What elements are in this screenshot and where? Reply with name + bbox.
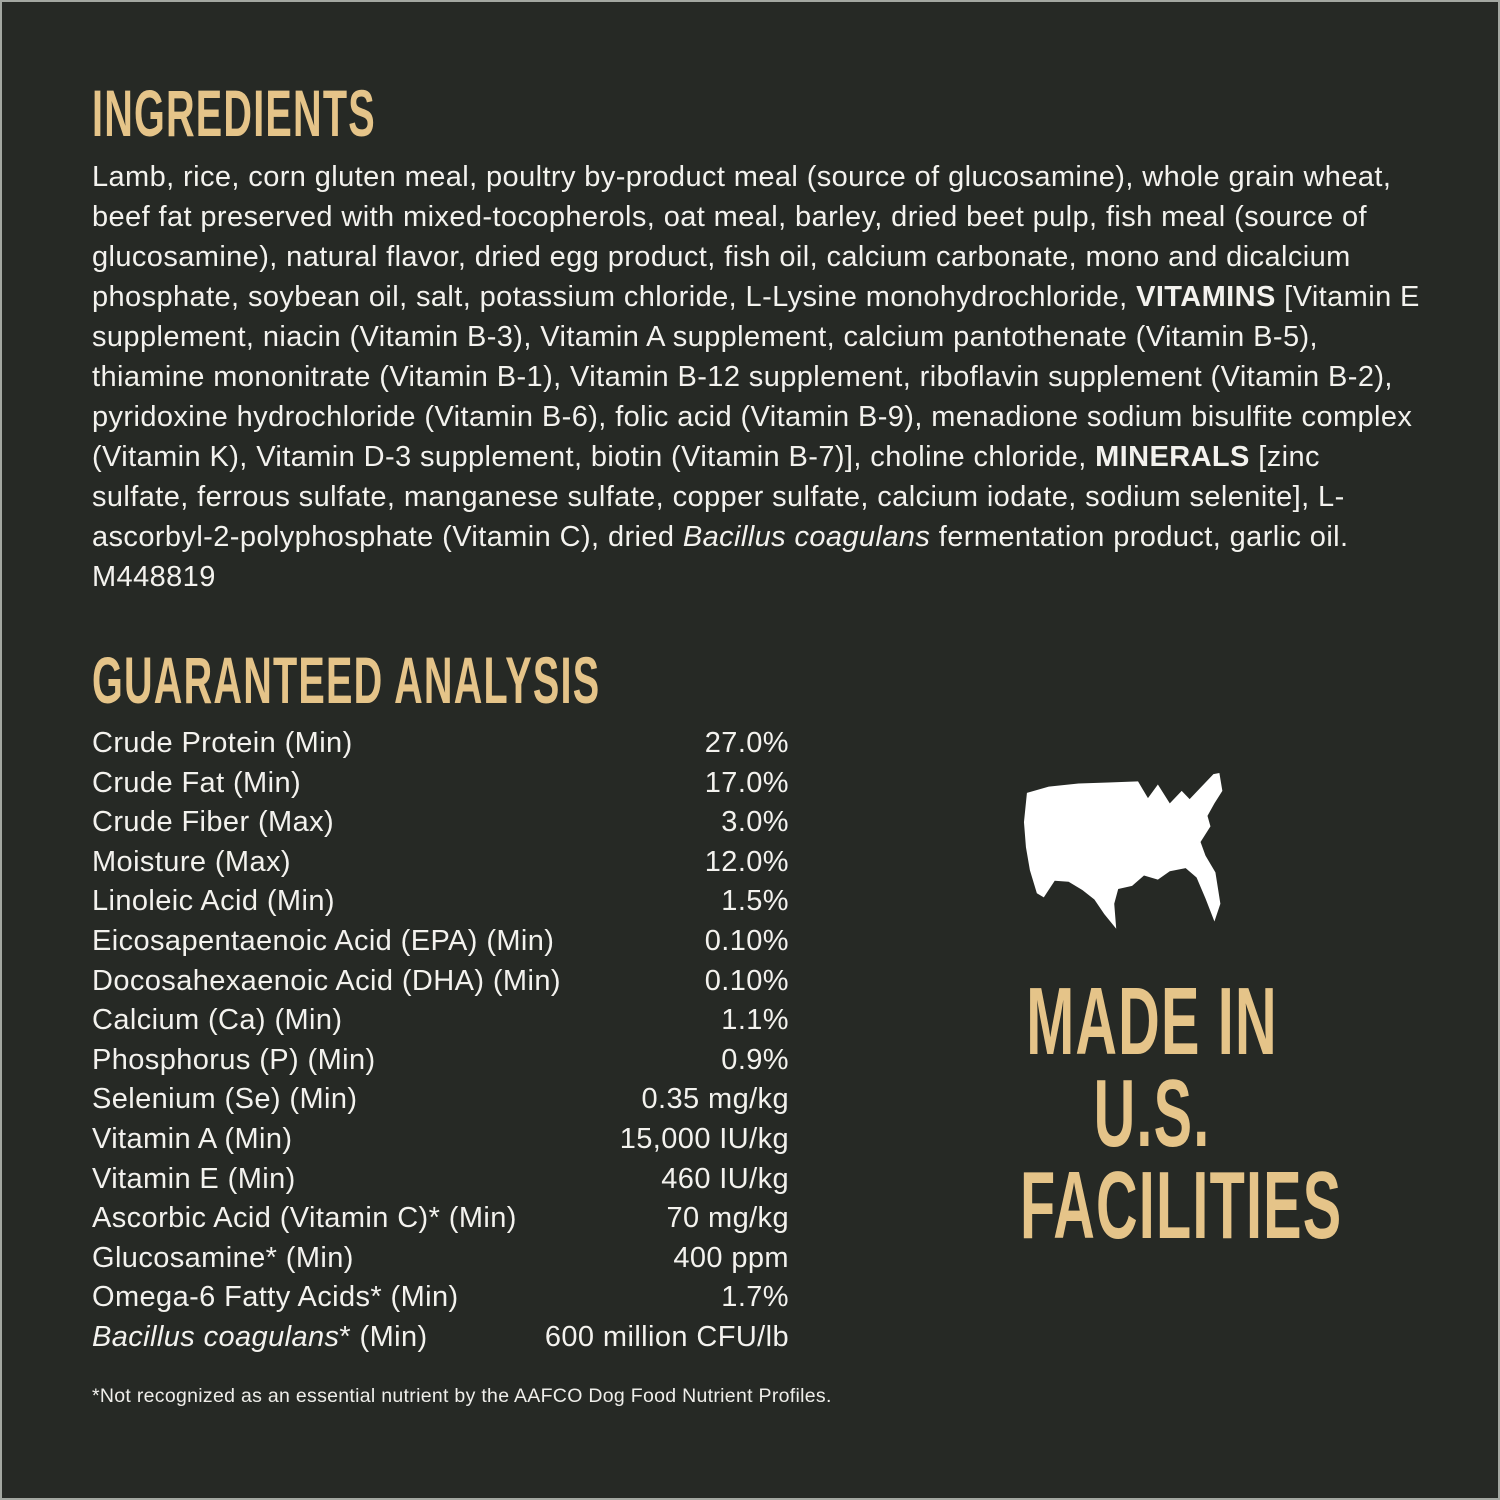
analysis-row [92,1318,789,1358]
analysis-row-label: Glucosamine* (Min) [92,1241,354,1274]
analysis-row-label: Docosahexaenoic Acid (DHA) (Min) [92,964,561,997]
analysis-row-label: Phosphorus (P) (Min) [92,1043,376,1076]
analysis-row-label: Crude Fiber (Max) [92,806,335,839]
analysis-row [92,1199,789,1239]
analysis-row [92,1239,789,1279]
made-in-line-3: FACILITIES [1020,1152,1343,1259]
analysis-row-label: Moisture (Max) [92,845,291,878]
analysis-row-value: 15,000 IU/kg [619,1122,789,1155]
analysis-row-label: Vitamin A (Min) [92,1122,293,1155]
analysis-footnote: *Not recognized as an essential nutrient by the AAFCO Dog Food Nutrient Profiles. [92,1385,832,1407]
analysis-row [92,724,789,764]
analysis-row-value: 3.0% [721,806,789,839]
ingredients-heading: INGREDIENTS [92,76,376,150]
ingredient-segment: VITAMINS [1136,281,1276,313]
ingredient-segment: [Vitamin E supplement, niacin (Vitamin B-3), Vitamin A supplement, calcium pantothenate (Vitamin B-5), thiamine mononitrate (Vitamin B-1), Vitamin B-12 supplement, riboflavin supplement (Vitamin B-2), pyridoxine hydrochloride (Vitamin B-6), folic acid (Vitamin B-9), menadione sodium bisulfite complex (Vitamin K), Vitamin D-3 supplement, biotin (Vitamin B-7)], choline chloride, [92,281,1420,473]
analysis-row [92,1120,789,1160]
analysis-row [92,1160,789,1200]
analysis-row-label: Crude Fat (Min) [92,766,302,799]
analysis-row-label: Calcium (Ca) (Min) [92,1004,343,1037]
analysis-row-value: 0.10% [704,964,789,997]
analysis-row-label: Ascorbic Acid (Vitamin C)* (Min) [92,1202,517,1235]
analysis-row [92,1278,789,1318]
analysis-row [92,764,789,804]
guaranteed-analysis-heading: GUARANTEED ANALYSIS [92,643,601,717]
analysis-row-value: 1.5% [721,885,789,918]
analysis-row-value: 460 IU/kg [661,1162,789,1195]
analysis-row-value: 1.1% [721,1004,789,1037]
analysis-row [92,962,789,1002]
ingredient-segment: MINERALS [1095,441,1250,473]
analysis-row-label: Crude Protein (Min) [92,727,353,759]
analysis-row-value: 27.0% [704,727,789,759]
analysis-row-value: 12.0% [704,845,789,878]
analysis-row [92,922,789,962]
usa-map-icon [1019,772,1267,934]
analysis-row-label: Omega-6 Fatty Acids* (Min) [92,1281,459,1314]
ingredient-segment: [zinc sulfate, ferrous sulfate, manganese sulfate, copper sulfate, calcium iodate, sodium selenite], L-ascorbyl-2-polyphosphate (Vitamin C), dried [92,441,1345,553]
ingredient-segment: fermentation product, garlic oil. M448819 [92,521,1349,593]
analysis-row [92,1001,789,1041]
analysis-row-value: 0.9% [721,1043,789,1076]
made-in-us-facilities [932,968,1372,1259]
analysis-row-value: 0.10% [704,924,789,957]
ingredient-segment: Lamb, rice, corn gluten meal, poultry by-product meal (source of glucosamine), whole grain wheat, beef fat preserved with mixed-tocopherols, oat meal, barley, dried beet pulp, fish meal (source of glucosamine), natural flavor, dried egg product, fish oil, calcium carbonate, mono and dicalcium phosphate, soybean oil, salt, potassium chloride, L-Lysine monohydrochloride, [92,161,1392,313]
analysis-row [92,803,789,843]
analysis-row-value: 1.7% [721,1281,789,1314]
made-in-line-1: MADE IN [1026,968,1278,1075]
ingredient-segment: Bacillus coagulans [682,521,931,553]
analysis-row-label: Eicosapentaenoic Acid (EPA) (Min) [92,924,555,957]
analysis-table [92,724,789,1358]
analysis-row-value: 0.35 mg/kg [641,1083,789,1116]
analysis-row-label: Selenium (Se) (Min) [92,1083,358,1116]
analysis-row-label: Bacillus coagulans* (Min) [92,1320,428,1353]
analysis-row-value: 17.0% [704,766,789,799]
analysis-row [92,1080,789,1120]
analysis-row-label: Vitamin E (Min) [92,1162,296,1195]
analysis-row-value: 400 ppm [673,1241,789,1274]
analysis-row-label: Linoleic Acid (Min) [92,885,335,918]
analysis-row [92,882,789,922]
analysis-row [92,843,789,883]
analysis-row-value: 600 million CFU/lb [544,1320,789,1353]
analysis-row [92,1041,789,1081]
ingredients-text [92,157,1422,597]
analysis-row-value: 70 mg/kg [666,1202,789,1235]
made-in-line-2: U.S. [1093,1060,1211,1167]
